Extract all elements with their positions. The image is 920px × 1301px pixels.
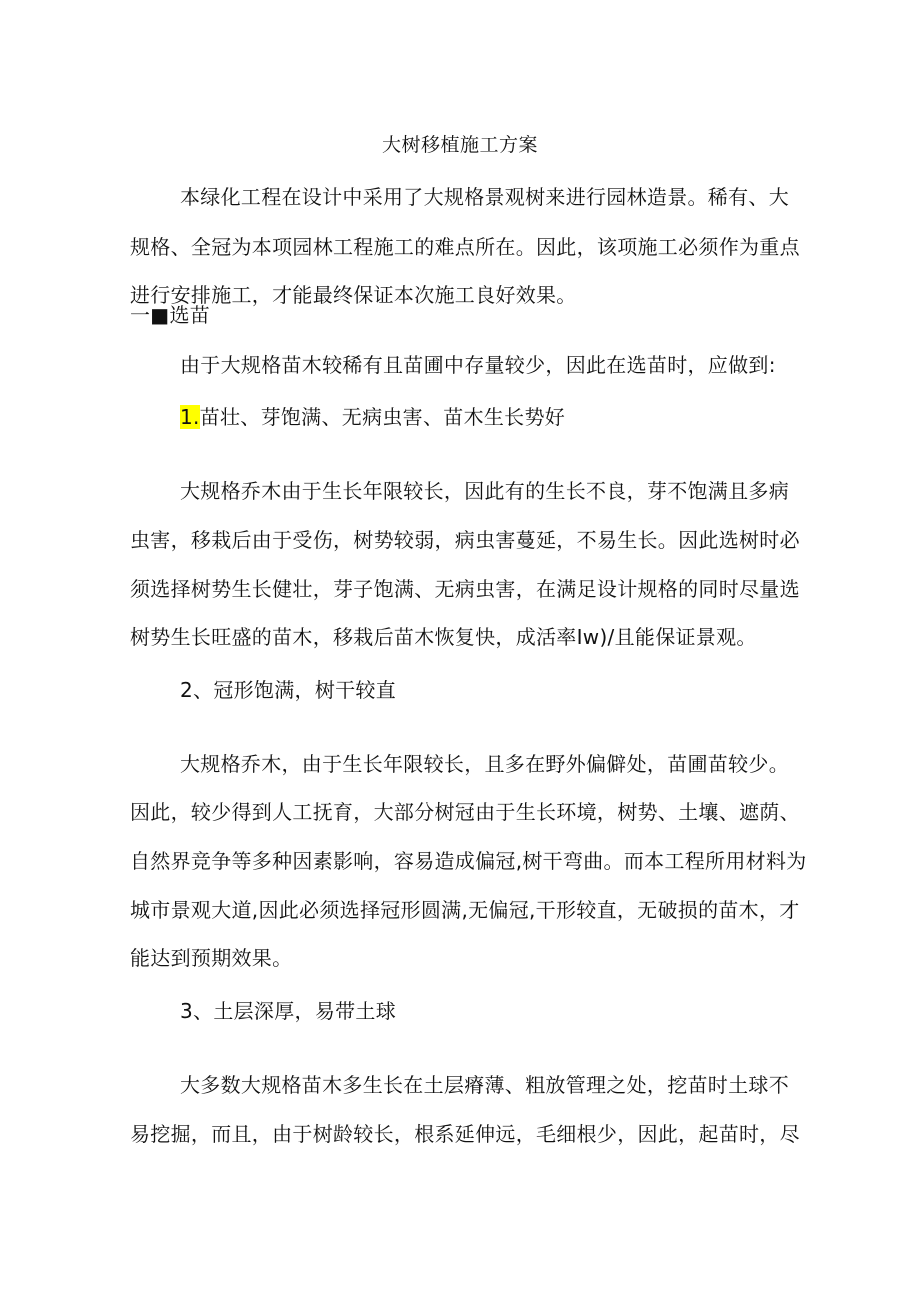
item1-body-line-3: 须选择树势生长健壮，芽子饱满、无病虫害，在满足设计规格的同时尽量选 (130, 577, 800, 601)
item2-body-line-4: 城市景观大道,因此必须选择冠形圆满,无偏冠,干形较直，无破损的苗木，才 (130, 898, 800, 922)
item2-body-line-3: 自然界竞争等多种因素影响，容易造成偏冠,树干弯曲。而本工程所用材料为 (130, 849, 807, 873)
intro-line-1: 本绿化工程在设计中采用了大规格景观树来进行园林造景。稀有、大 (180, 185, 789, 209)
item1-body-line-4: 树势生长旺盛的苗木，移栽后苗木恢复快，成活率Iw)/且能保证景观。 (130, 625, 757, 649)
section-heading: 一■选苗 (130, 303, 211, 327)
intro-line-3: 进行安排施工，才能最终保证本次施工良好效果。 (130, 283, 577, 307)
document-title: 大树移植施工方案 (381, 134, 538, 156)
item2-heading: 2、冠形饱满，树干较直 (180, 678, 397, 702)
item3-body-line-1: 大多数大规格苗木多生长在土层瘠薄、粗放管理之处，挖苗时土球不 (180, 1073, 789, 1097)
item2-body-line-2: 因此，较少得到人工抚育，大部分树冠由于生长环境，树势、土壤、遮荫、 (130, 800, 800, 824)
item2-body-line-5: 能达到预期效果。 (130, 946, 293, 970)
item1-number-highlight: 1. (180, 405, 200, 429)
item3-heading: 3、土层深厚，易带土球 (180, 999, 397, 1023)
item1-body-line-1: 大规格乔木由于生长年限较长，因此有的生长不良，芽不饱满且多病 (180, 479, 789, 503)
intro-line-2: 规格、全冠为本项园林工程施工的难点所在。因此，该项施工必须作为重点 (130, 235, 800, 259)
item2-body-line-1: 大规格乔木，由于生长年限较长，且多在野外偏僻处，苗圃苗较少。 (180, 752, 789, 776)
section-intro: 由于大规格苗木较稀有且苗圃中存量较少，因此在选苗时，应做到: (180, 353, 776, 377)
item3-body-line-2: 易挖掘，而且，由于树龄较长，根系延伸远，毛细根少，因此，起苗时，尽 (130, 1122, 800, 1146)
item1-body-line-2: 虫害，移栽后由于受伤，树势较弱，病虫害蔓延，不易生长。因此选树时必 (130, 528, 800, 552)
item1-heading-text: 苗壮、芽饱满、无病虫害、苗木生长势好 (199, 405, 566, 429)
item1-heading (180, 404, 860, 430)
